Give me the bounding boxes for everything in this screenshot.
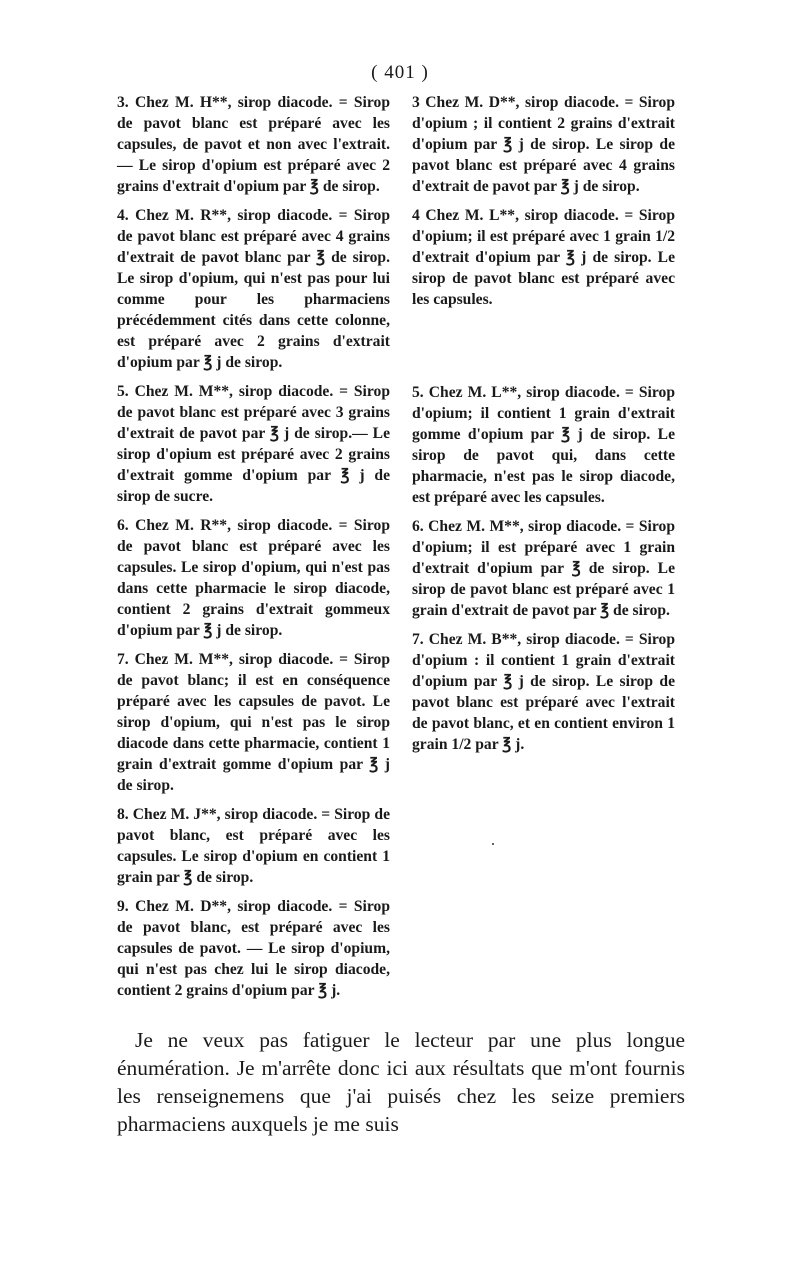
entry-right-7: 7. Chez M. B**, sirop diacode. = Sirop d'opium : il contient 1 grain d'extrait d'opium par ℥ j de sirop. Le sirop de pavot blanc est préparé avec l'extrait de pavot blanc, et en contient environ 1 grain 1/2 par ℥ j. (412, 631, 675, 753)
entry-left-4: 4. Chez M. R**, sirop diacode. = Sirop de pavot blanc est préparé avec 4 grains d'extrait de pavot blanc par ℥ de sirop. Le sirop d'opium, qui n'est pas pour lui comme pour les pharmaciens précédemment cités dans cette colonne, est préparé avec 2 grains d'extrait d'opium par ℥ j de sirop. (117, 207, 390, 371)
entry-left-8: 8. Chez M. J**, sirop diacode. = Sirop de pavot blanc, est préparé avec les capsules. Le sirop d'opium en contient 1 grain par ℥ de sirop. (117, 806, 390, 886)
entry-right-4: 4 Chez M. L**, sirop diacode. = Sirop d'opium; il est préparé avec 1 grain 1/2 d'extrait d'opium par ℥ j de sirop. Le sirop de pavot blanc est préparé avec les capsules. (412, 207, 675, 308)
left-column (117, 92, 390, 1001)
entry-left-9: 9. Chez M. D**, sirop diacode. = Sirop de pavot blanc, est préparé avec les capsules de pavot. — Le sirop d'opium, qui n'est pas chez lui le sirop diacode, contient 2 grains d'opium par ℥ j. (117, 898, 390, 999)
entry-right-3: 3 Chez M. D**, sirop diacode. = Sirop d'opium ; il contient 2 grains d'extrait d'opium par ℥ j de sirop. Le sirop de pavot blanc est préparé avec 4 grains d'extrait de pavot par ℥ j de sirop. (412, 94, 675, 195)
entry-left-7: 7. Chez M. M**, sirop diacode. = Sirop de pavot blanc; il est en conséquence préparé avec les capsules de pavot. Le sirop d'opium, qui n'est pas le sirop diacode dans cette pharmacie, contient 1 grain d'extrait gomme d'opium par ℥ j de sirop. (117, 651, 390, 794)
entry-right-6: 6. Chez M. M**, sirop diacode. = Sirop d'opium; il est préparé avec 1 grain d'extrait d'opium par ℥ de sirop. Le sirop de pavot blanc est préparé avec 1 grain d'extrait de pavot par ℥ de sirop. (412, 518, 675, 619)
entry-left-3: 3. Chez M. H**, sirop diacode. = Sirop de pavot blanc est préparé avec les capsules, de pavot et non avec l'extrait. — Le sirop d'opium est préparé avec 2 grains d'extrait d'opium par ℥ de sirop. (117, 94, 390, 195)
page-number: ( 401 ) (371, 62, 429, 83)
entry-left-5: 5. Chez M. M**, sirop diacode. = Sirop de pavot blanc est préparé avec 3 grains d'extrait de pavot par ℥ j de sirop.— Le sirop d'opium est préparé avec 2 grains d'extrait gomme d'opium par ℥ j de sirop de sucre. (117, 383, 390, 505)
stray-ink-dot (492, 843, 494, 845)
right-column (412, 92, 675, 755)
entry-right-5: 5. Chez M. L**, sirop diacode. = Sirop d'opium; il contient 1 grain d'extrait gomme d'opium par ℥ j de sirop. Le sirop de pavot qui, dans cette pharmacie, n'est pas le sirop diacode, est préparé avec les capsules. (412, 384, 675, 506)
entry-left-6: 6. Chez M. R**, sirop diacode. = Sirop de pavot blanc est préparé avec les capsules. Le sirop d'opium, qui n'est pas dans cette pharmacie le sirop diacode, contient 2 grains d'extrait gommeux d'opium par ℥ j de sirop. (117, 517, 390, 639)
closing-paragraph: Je ne veux pas fatiguer le lecteur par une plus longue énumération. Je m'arrête donc ici aux résultats que m'ont fournis les renseignemens que j'ai puisés chez les seize premiers pharmaciens auxquels je me suis (117, 1028, 685, 1136)
